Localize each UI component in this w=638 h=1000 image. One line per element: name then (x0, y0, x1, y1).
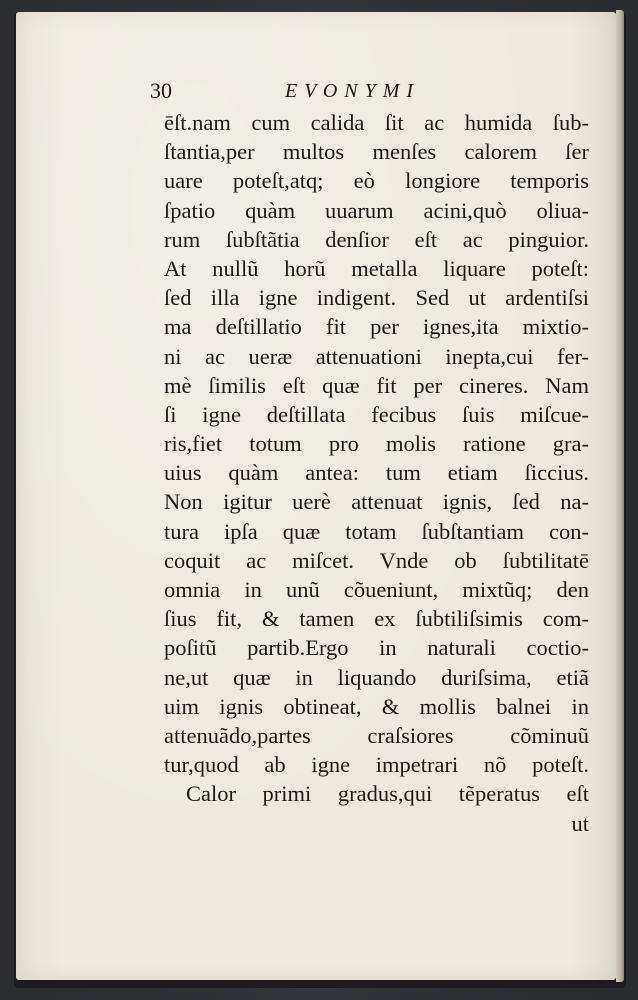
text-line: poſitũ partib.Ergo in naturali coctio- (164, 635, 589, 661)
text-line: ſi igne deſtillata fecibus ſuis miſcue- (164, 401, 589, 427)
text-line: Calor primi gradus,qui tẽperatus eſt (186, 781, 589, 807)
text-line: tura ipſa quæ totam ſubſtantiam con- (164, 518, 589, 544)
text-line: attenuãdo,partes craſsiores cõminuũ (164, 722, 589, 748)
running-head (150, 76, 590, 106)
page-fore-edge (616, 10, 624, 982)
text-line: ſius fit, & tamen ex ſubtiliſsimis com- (164, 606, 589, 632)
catchword: ut (571, 810, 589, 836)
text-line: uare poteſt,atq; eò longiore temporis (164, 168, 589, 194)
running-title: EVONYMI (285, 80, 421, 102)
text-line: omnia in unũ cõueniunt, mixtũq; den (164, 577, 589, 602)
text-line: ſtantia,per multos menſes calorem ſer (164, 139, 589, 165)
text-line: ris,fiet totum pro molis ratione gra- (164, 431, 589, 457)
page-number: 30 (150, 78, 172, 103)
text-line: ēſt.nam cum calida ſit ac humida ſub- (164, 110, 589, 135)
text-line: ſpatio quàm uuarum acini,quò oliua- (164, 197, 589, 223)
text-line: At nullũ horũ metalla liquare poteſt: (164, 255, 589, 281)
text-line: ſed illa igne indigent. Sed ut ardentiſsi (164, 285, 589, 311)
text-line: mè ſimilis eſt quæ fit per cineres. Nam (164, 372, 589, 398)
text-line: Non igitur uerè attenuat ignis, ſed na- (164, 489, 589, 515)
text-line: ma deſtillatio fit per ignes,ita mixtio- (164, 314, 589, 340)
text-line: ni ac ueræ attenuationi inepta,cui fer- (164, 343, 589, 369)
text-line: ne,ut quæ in liquando duriſsima, etiã (164, 664, 589, 690)
text-line: rum ſubſtãtia denſior eſt ac pinguior. (164, 226, 589, 252)
body-text (164, 108, 589, 838)
text-line: uim ignis obtineat, & mollis balnei in (164, 693, 589, 719)
text-line: tur,quod ab igne impetrari nõ poteſt. (164, 752, 589, 778)
text-line: uius quàm antea: tum etiam ſiccius. (164, 460, 589, 486)
text-line: coquit ac miſcet. Vnde ob ſubtilitatē (164, 547, 589, 573)
